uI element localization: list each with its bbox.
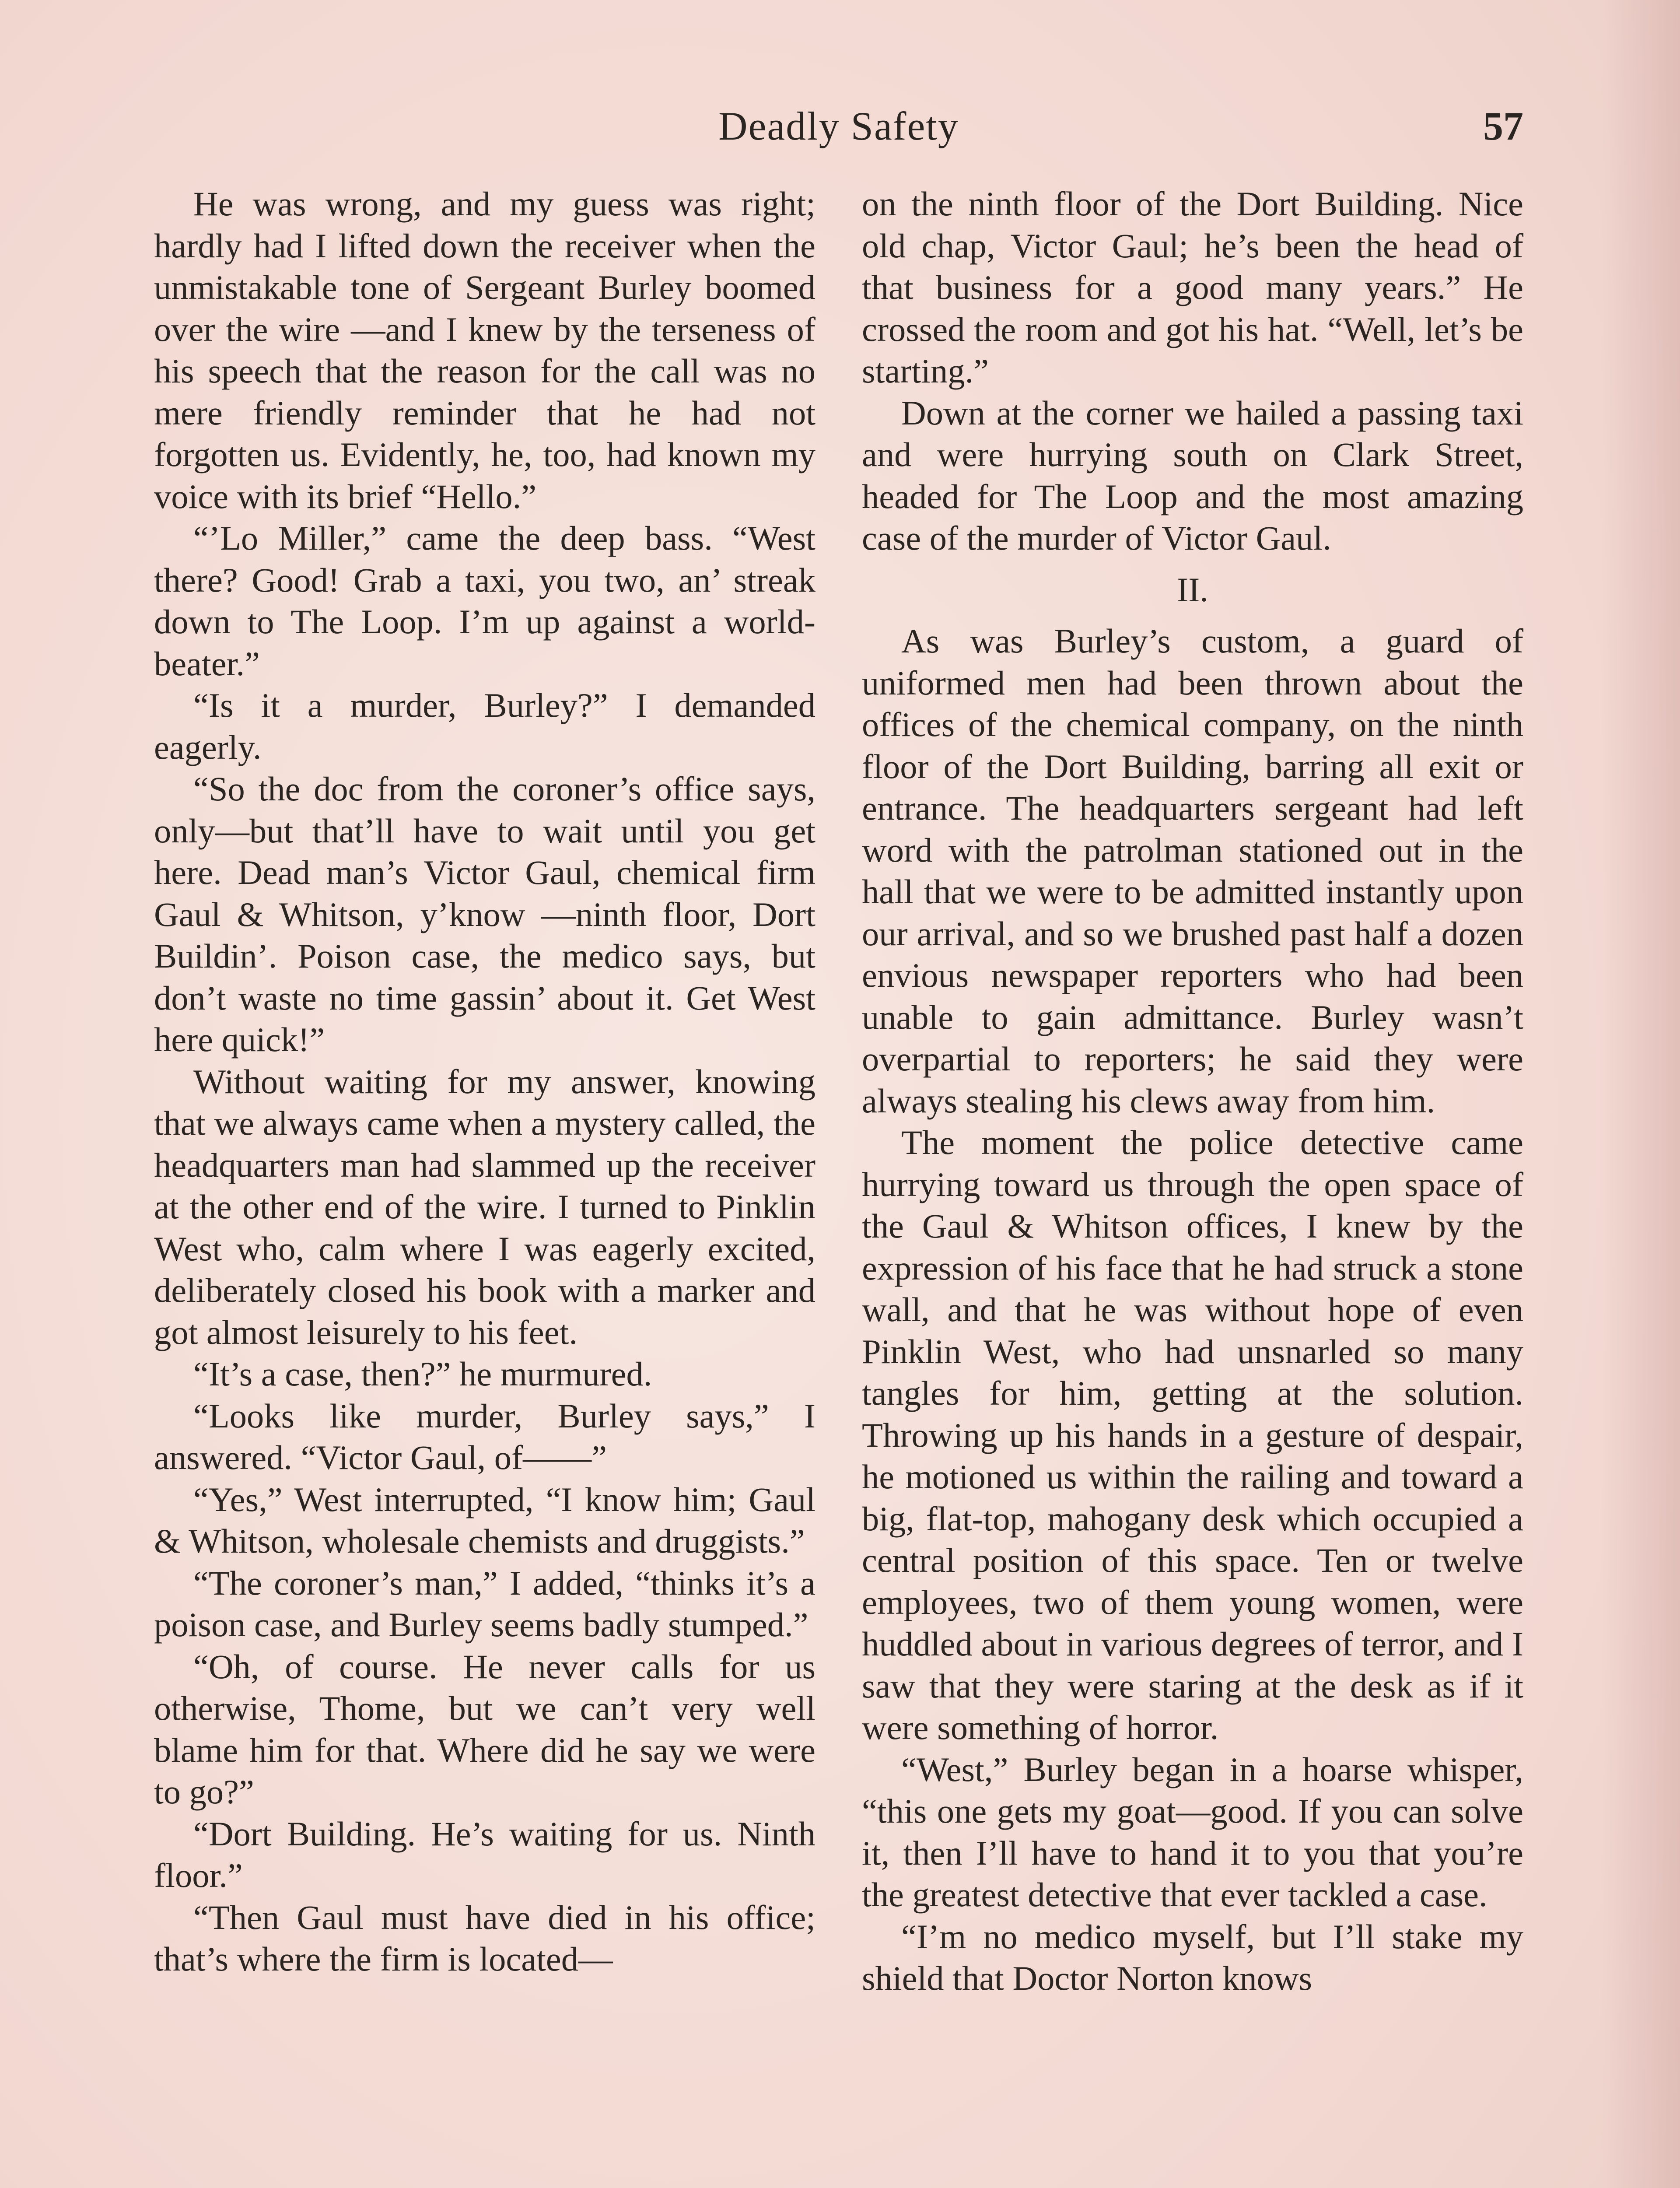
paragraph: “So the doc from the coroner’s office says, only—but that’ll have to wait until you get here. Dead man’s Victor Gaul, chemical firm Gaul & Whitson, y’know —ninth floor, Dort Buildin’. Poison case, the medico says, but don’t waste no time gassin’ about it. Get West here quick!” — [154, 770, 816, 1059]
page-edge-shadow — [1601, 0, 1680, 2188]
paragraph: Without waiting for my answer, knowing that we always came when a mystery called, the headquarters man had slammed up the receiver at the other end of the wire. I turned to Pinklin West who, calm where I was eagerly excited, deliberately closed his book with a marker and got almost leisurely to his feet. — [154, 1062, 816, 1351]
left-text-column — [154, 183, 816, 1980]
paragraph: “West,” Burley began in a hoarse whisper, “this one gets my goat—good. If you can solve it, then I’ll have to hand it to you that you’re the greatest detective that ever tackled a case. — [862, 1750, 1523, 1914]
paragraph: As was Burley’s custom, a guard of uniformed men had been thrown about the offices of the chemical company, on the ninth floor of the Dort Building, barring all exit or entrance. The headquarters sergeant had left word with the patrolman stationed out in the hall that we were to be admitted instantly upon our arrival, and so we brushed past half a dozen envious newspaper reporters who had been unable to gain admittance. Burley wasn’t overpartial to reporters; he said they were always stealing his clews away from him. — [862, 622, 1523, 1120]
paragraph: The moment the police detective came hurrying toward us through the open space of the Gaul & Whitson offices, I knew by the expression of his face that he had struck a stone wall, and that he was without hope of even Pinklin West, who had unsnarled so many tangles for him, getting at the solution. Throwing up his hands in a gesture of despair, he motioned us within the railing and toward a big, flat-top, mahogany desk which occupied a central position of this space. Ten or twelve employees, two of them young women, were huddled about in various degrees of terror, and I saw that they were staring at the desk as if it were something of horror. — [862, 1123, 1523, 1746]
page-number: 57 — [1483, 104, 1523, 148]
paragraph: “Oh, of course. He never calls for us otherwise, Thome, but we can’t very well blame him for that. Where did he say we were to go?” — [154, 1647, 816, 1811]
running-title: Deadly Safety — [718, 104, 959, 148]
paragraph: “The coroner’s man,” I added, “thinks it’s a poison case, and Burley seems badly stumped.” — [154, 1564, 816, 1644]
paragraph: “Dort Building. He’s waiting for us. Ninth floor.” — [154, 1814, 816, 1894]
paragraph: “’Lo Miller,” came the deep bass. “West there? Good! Grab a taxi, you two, an’ streak down to The Loop. I’m up against a world-beater.” — [154, 519, 816, 683]
paragraph: He was wrong, and my guess was right; hardly had I lifted down the receiver when the unmistakable tone of Sergeant Burley boomed over the wire —and I knew by the terseness of his speech that the reason for the call was no mere friendly reminder that he had not forgotten us. Evidently, he, too, had known my voice with its brief “Hello.” — [154, 185, 816, 515]
right-text-column — [862, 183, 1523, 1999]
paragraph: “Then Gaul must have died in his office; that’s where the firm is located— — [154, 1898, 816, 1978]
paragraph: “Yes,” West interrupted, “I know him; Gaul & Whitson, wholesale chemists and druggists.” — [154, 1480, 816, 1560]
paragraph: “I’m no medico myself, but I’ll stake my shield that Doctor Norton knows — [862, 1917, 1523, 1997]
page-header — [154, 103, 1523, 160]
paragraph: “It’s a case, then?” he murmured. — [193, 1355, 652, 1393]
paragraph: on the ninth floor of the Dort Building. Nice old chap, Victor Gaul; he’s been the head of that business for a good many years.” He crossed the room and got his hat. “Well, let’s be starting.” — [862, 185, 1523, 390]
section-numeral: II. — [1177, 570, 1208, 609]
paragraph: “Is it a murder, Burley?” I demanded eagerly. — [154, 686, 816, 766]
paragraph: “Looks like murder, Burley says,” I answered. “Victor Gaul, of——” — [154, 1396, 816, 1476]
paragraph: Down at the corner we hailed a passing taxi and were hurrying south on Clark Street, headed for The Loop and the most amazing case of the murder of Victor Gaul. — [862, 393, 1523, 557]
